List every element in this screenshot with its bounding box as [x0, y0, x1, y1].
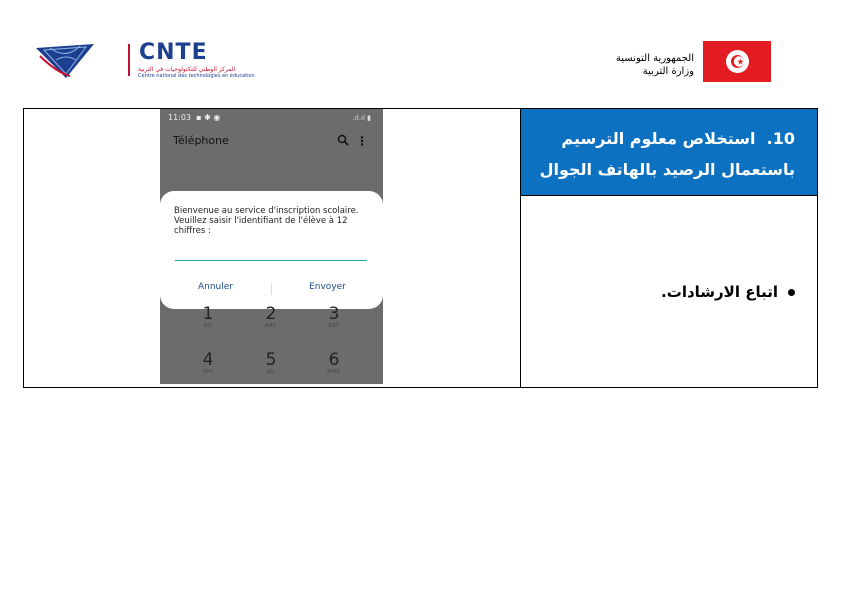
signal-battery-icon: .ıl.ıl ▮	[352, 114, 371, 122]
key-letters: GO	[203, 323, 213, 329]
key-digit: 6	[328, 350, 340, 370]
gov-heading	[616, 52, 694, 78]
bullet-icon	[788, 289, 795, 296]
logo-arabic: المركز الوطني للتكنولوجيات في التربية	[138, 66, 236, 73]
step-title-text: استخلاص معلوم الترسيم باستعمال الرصيد بالهاتف الجوال	[539, 129, 795, 179]
logo-name: CNTE	[139, 40, 208, 65]
dial-key-6[interactable]	[314, 351, 354, 375]
key-letters: JKL	[266, 369, 276, 375]
logo-french: Centre national des technologies en éducation	[138, 73, 255, 79]
step-title	[525, 123, 795, 185]
student-id-input[interactable]	[175, 260, 367, 261]
dial-key-3[interactable]	[314, 305, 354, 329]
key-letters: MNO	[327, 369, 341, 375]
dial-key-4[interactable]	[188, 351, 228, 375]
cnte-globe-icon	[36, 42, 94, 80]
key-digit: 3	[328, 304, 340, 324]
step-table	[23, 108, 818, 388]
step-header-cell	[521, 109, 817, 195]
status-bar	[168, 113, 220, 122]
instruction-text: اتباع الارشادات.	[661, 283, 778, 301]
tunisia-flag-icon	[703, 41, 771, 82]
cancel-button[interactable]: Annuler	[197, 282, 233, 292]
send-button[interactable]: Envoyer	[309, 282, 346, 292]
app-title: Téléphone	[173, 134, 229, 147]
logo-divider	[128, 44, 130, 76]
instruction-item	[661, 283, 795, 301]
cnte-logo	[36, 40, 255, 84]
gov-republic: الجمهورية التونسية	[615, 53, 694, 64]
gov-ministry: وزارة التربية	[642, 66, 694, 77]
ussd-dialog	[160, 191, 383, 309]
crescent-star-icon	[728, 52, 747, 71]
key-digit: 5	[265, 350, 277, 370]
key-digit: 4	[202, 350, 214, 370]
key-digit: 1	[202, 304, 214, 324]
dialog-message: Bienvenue au service d'inscription scolaire. Veuillez saisir l'identifiant de l'élève à 12 chiffres :	[174, 206, 359, 236]
search-icon[interactable]	[337, 134, 349, 146]
key-letters: DEF	[328, 323, 340, 329]
more-options-icon[interactable]: ⋮	[356, 134, 368, 148]
dial-key-2[interactable]	[251, 305, 291, 329]
phone-screenshot	[160, 109, 383, 384]
key-letters: GHI	[202, 369, 214, 375]
step-number: 10.	[766, 129, 795, 148]
dial-key-1[interactable]	[188, 305, 228, 329]
key-digit: 2	[265, 304, 277, 324]
key-letters: ABC	[265, 323, 277, 329]
dial-key-5[interactable]	[251, 351, 291, 375]
status-time: 11:03	[168, 113, 192, 122]
notification-icons: ▪ ✱ ◉	[193, 113, 221, 122]
